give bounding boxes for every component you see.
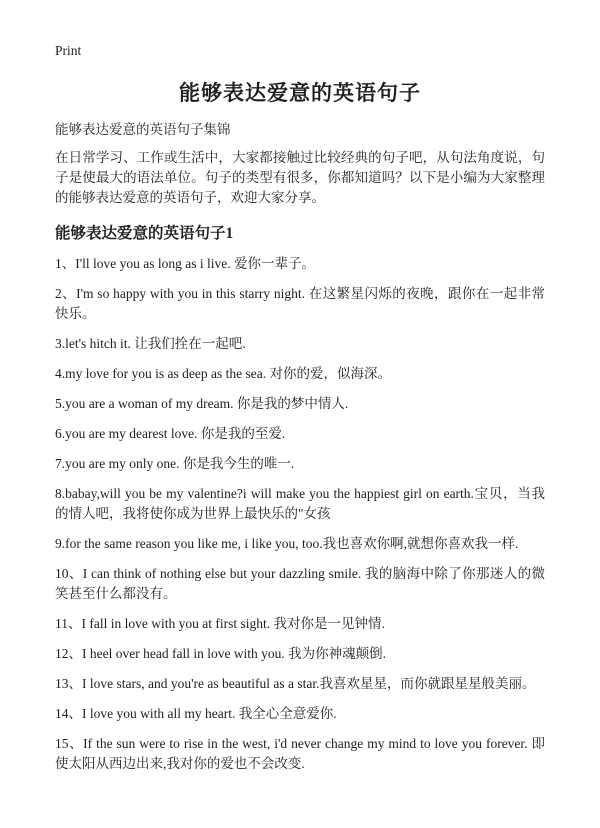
sentence-item: 6.you are my dearest love. 你是我的至爱. <box>55 426 286 441</box>
sentence-item: 13、I love stars, and you're as beautiful as a star.我喜欢星星，而你就跟星星般美丽。 <box>55 676 536 691</box>
page-title: 能够表达爱意的英语句子 <box>179 81 421 105</box>
section-heading: 能够表达爱意的英语句子1 <box>55 225 234 242</box>
sentence-item: 2、I'm so happy with you in this starry night. 在这繁星闪烁的夜晚，跟你在一起非常快乐。 <box>55 286 545 321</box>
document-subtitle: 能够表达爱意的英语句子集锦 <box>55 122 231 137</box>
sentence-item: 7.you are my only one. 你是我今生的唯一. <box>55 456 295 471</box>
sentence-item: 12、I heel over head fall in love with you. 我为你神魂颠倒. <box>55 646 387 661</box>
page-container <box>55 42 545 774</box>
sentence-item: 14、I love you with all my heart. 我全心全意爱你. <box>55 706 337 721</box>
sentence-item: 1、I'll love you as long as i live. 爱你一辈子。 <box>55 256 316 271</box>
sentence-item: 11、I fall in love with you at first sight. 我对你是一见钟情. <box>55 616 385 631</box>
print-link[interactable]: Print <box>55 43 82 58</box>
sentence-item: 4.my love for you is as deep as the sea. 对你的爱，似海深。 <box>55 366 391 381</box>
sentence-item: 15、If the sun were to rise in the west, i'd never change my mind to love you forever. 即使太阳从西边出来,我对你的爱也不会改变. <box>55 736 545 771</box>
intro-paragraph: 在日常学习、工作或生活中，大家都接触过比较经典的句子吧，从句法角度说，句子是使最大的语法单位。句子的类型有很多，你都知道吗？以下是小编为大家整理的能够表达爱意的英语句子，欢迎大家分享。 <box>55 150 545 205</box>
sentence-item: 8.babay,will you be my valentine?i will make you the happiest girl on earth.宝贝，当我的情人吧，我将使你成为世界上最快乐的"女孩 <box>55 486 545 521</box>
sentence-item: 9.for the same reason you like me, i like you, too.我也喜欢你啊,就想你喜欢我一样. <box>55 536 519 551</box>
sentence-item: 3.let's hitch it. 让我们拴在一起吧. <box>55 336 246 351</box>
sentence-item: 5.you are a woman of my dream. 你是我的梦中情人. <box>55 396 349 411</box>
sentence-item: 10、I can think of nothing else but your dazzling smile. 我的脑海中除了你那迷人的微笑甚至什么都没有。 <box>55 566 545 601</box>
sentence-list <box>55 254 545 774</box>
